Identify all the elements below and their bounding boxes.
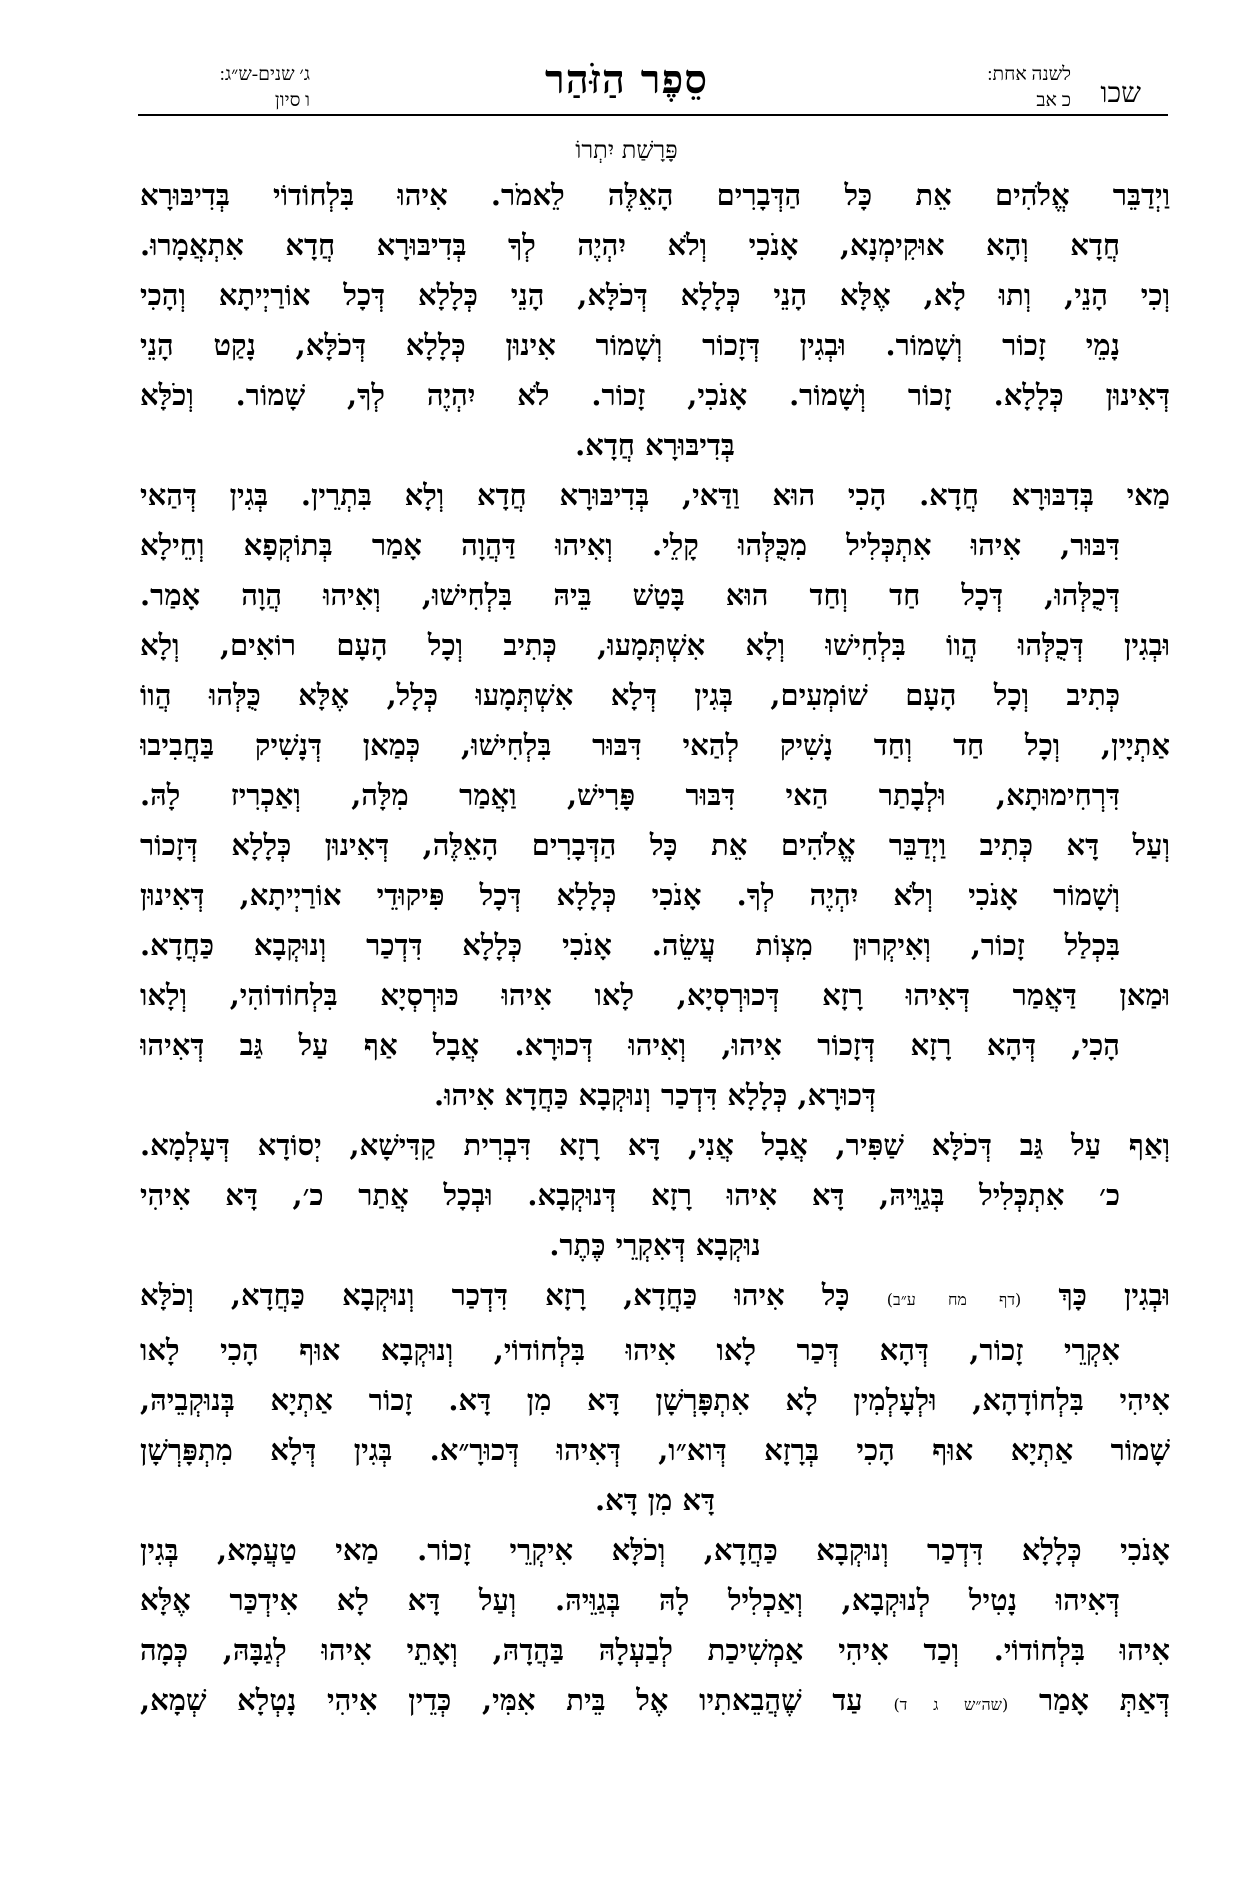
text-line: וַיְדַבֵּר אֱלֹהִים אֵת כָּל הַדְּבָרִים הָאֵלֶּה לֵאמֹר. אִיהוּ בִּלְחוֹדוֹי בְּדִיבּוּרָא bbox=[140, 178, 1170, 212]
schedule-label: ג׳ שנים-ש״ג: bbox=[219, 64, 310, 85]
text-line: דְּכֻלְּהוּ, דְּכָל חַד וְחַד הוּא בָּטַשׁ בֵּיהּ בִּלְחִישׁוּ, וְאִיהוּ הֲוָה אָמַר. bbox=[140, 578, 1120, 612]
parasha-title: פָּרָשַׁת יִתְרוֹ bbox=[575, 136, 678, 164]
paragraph bbox=[140, 470, 1170, 820]
verse-reference: (שה״ש ג ד) bbox=[893, 1695, 1009, 1714]
text-line: חֲדָא וְהָא אוּקִימְנָא, אָנֹכִי וְלֹא יִהְיֶה לְךָ בְּדִיבּוּרָא חֲדָא אִתְאֲמָרוּ. bbox=[140, 228, 1120, 262]
text-line bbox=[140, 1270, 1170, 1325]
main-text bbox=[140, 170, 1170, 1730]
text-line: וְעַל דָּא כְּתִיב וַיְדַבֵּר אֱלֹהִים אֵת כָּל הַדְּבָרִים הָאֵלֶּה, דְּאִינוּן כְּלָלָא דְּזָכוֹר bbox=[140, 828, 1170, 862]
text-line: וְכִי הָנֵי, וְתוּ לָא, אֶלָּא הָנֵי כְּלָלָא דְּכֹלָּא, הָנֵי כְּלָלָא דְּכָל אוֹרַיְיתָא וְהָכִי bbox=[140, 278, 1170, 312]
text-line: אִיהִי בִּלְחוֹדָהָא, וּלְעָלְמִין לָא אִתְפָּרְשָׁן דָּא מִן דָּא. זָכוֹר אַתְיָא בְּנוּקְבֵיהּ, bbox=[140, 1383, 1170, 1417]
line-rest: כָּל אִיהוּ כַּחֲדָא, רָזָא דִּדְכַר וְנוּקְבָא כַּחֲדָא, וְכֹלָּא bbox=[140, 1278, 850, 1312]
line-lead: וּבְגִין כָּךְ bbox=[1058, 1278, 1170, 1312]
paragraph bbox=[140, 820, 1170, 970]
text-line: אִיהוּ בִּלְחוֹדוֹי. וְכַד אִיהִי אַמְשִׁיכַת לְבַעְלָהּ בַּהֲדָהּ, וְאָתֵי אִיהוּ לְגַבָּהּ, כְּמָה bbox=[140, 1633, 1170, 1667]
text-line: דְּאִיהוּ נָטִיל לְנוּקְבָא, וְאַכְלִיל לָהּ בְּגַוֵּיהּ. וְעַל דָּא לָא אִידְכַּר אֶלָּא bbox=[140, 1583, 1120, 1617]
book-title: סֵפֶר הַזֹּהַר bbox=[545, 56, 708, 103]
text-line: וּמַאן דַּאֲמַר דְּאִיהוּ רָזָא דְּכוּרְסְיָא, לָאו אִיהוּ כּוּרְסְיָא בִּלְחוֹדוֹהִי, וְלָאו bbox=[140, 978, 1170, 1012]
text-line: דְּאִינוּן כְּלָלָא. זָכוֹר וְשָׁמוֹר. אָנֹכִי, זָכוֹר. לֹא יִהְיֶה לְךָ, שָׁמוֹר. וְכֹלָּא bbox=[140, 378, 1170, 412]
paragraph bbox=[140, 170, 1170, 470]
text-line: כְּתִיב וְכָל הָעָם שׁוֹמְעִים, בְּגִין דְּלָא אִשְׁתְּמָעוּ כְּלָל, אֶלָּא כֻּלְּהוּ הֲווֹ bbox=[140, 678, 1120, 712]
text-line: אָנֹכִי כְּלָלָא דִּדְכַר וְנוּקְבָא כַּחֲדָא, וְכֹלָּא אִיקְרֵי זָכוֹר. מַאי טַעֲמָא, בְּגִין bbox=[140, 1533, 1170, 1567]
schedule-label: לשנה אחת: bbox=[987, 64, 1071, 85]
paragraph bbox=[140, 970, 1170, 1120]
text-line: דָּא מִן דָּא. bbox=[594, 1483, 715, 1517]
text-line: דְּכוּרָא, כְּלָלָא דִּדְכַר וְנוּקְבָא כַּחֲדָא אִיהוּ. bbox=[434, 1078, 876, 1112]
text-line: וְשָׁמוֹר אָנֹכִי וְלֹא יִהְיֶה לְךָ. אָנֹכִי כְּלָלָא דְּכָל פִּיקוּדֵי אוֹרַיְיתָא, דְּאִינוּן bbox=[140, 878, 1120, 912]
line-lead: דְּאַתְּ אָמַר bbox=[1038, 1683, 1170, 1717]
page-reference: (דף מח ע״ב) bbox=[886, 1290, 1022, 1309]
text-line: דִּרְחִימוּתָא, וּלְבָתַר הַאי דִּבּוּר פָּרִישׁ, וַאֲמַר מִלָּה, וְאַכְרִיז לָהּ. bbox=[140, 778, 1120, 812]
text-line: וְאַף עַל גַּב דְּכֹלָּא שַׁפִּיר, אֲבָל אֲנִי, דָּא רָזָא דִּבְרִית קַדִּישָׁא, יְסוֹדָא דְּעָלְמָא. bbox=[140, 1128, 1170, 1162]
text-line: דִּבּוּר, אִיהוּ אִתְכְּלִיל מִכֻּלְּהוּ קָלֵי. וְאִיהוּ דַּהֲוָה אָמַר בְּתוֹקְפָא וְחֵילָא bbox=[140, 528, 1120, 562]
text-line: בְּדִיבּוּרָא חֲדָא. bbox=[575, 428, 735, 462]
text-line: שָׁמוֹר אַתְיָא אוּף הָכִי בְּרָזָא דְּוא״ו, דְּאִיהוּ דְּכוּרָ״א. בְּגִין דְּלָא מִתְפָּרְשָׁן bbox=[140, 1433, 1170, 1467]
text-line: מַאי בְּדִבּוּרָא חֲדָא. הָכִי הוּא וַדַּאי, בְּדִיבּוּרָא חֲדָא וְלָא בִּתְרֵין. בְּגִין דְּהַאי bbox=[140, 478, 1170, 512]
text-line: וּבְגִין דְּכֻלְּהוּ הֲווֹ בִּלְחִישׁוּ וְלָא אִשְׁתְּמָעוּ, כְּתִיב וְכָל הָעָם רוֹאִים, וְלָא bbox=[140, 628, 1170, 662]
daily-study-schedule-three-year bbox=[140, 62, 310, 114]
text-line bbox=[140, 1675, 1170, 1730]
paragraph bbox=[140, 1525, 1170, 1730]
text-line: נָמֵי זָכוֹר וְשָׁמוֹר. וּבְגִין דְּזָכוֹר וְשָׁמוֹר אִינוּן כְּלָלָא דְּכֹלָּא, נָקַט הָנֵי bbox=[140, 328, 1120, 362]
schedule-date: כ אב bbox=[1036, 90, 1071, 111]
text-line: אַתְיָין, וְכָל חַד וְחַד נָשִׁיק לְהַאי דִּבּוּר בִּלְחִישׁוּ, כְּמַאן דְּנָשִׁיק בַּחֲבִיבוּ bbox=[140, 728, 1170, 762]
line-rest: עַד שֶׁהֲבֵאתִיו אֶל בֵּית אִמִּי, כְּדֵין אִיהִי נָטְלָא שְׁמָא, bbox=[140, 1683, 863, 1717]
page-number: שכו bbox=[1100, 76, 1141, 109]
text-line: בִּכְלַל זָכוֹר, וְאִיקְרוּן מִצְוֹת עֲשֵׂה. אָנֹכִי כְּלָלָא דִּדְכַר וְנוּקְבָא כַּחֲדָא. bbox=[140, 928, 1120, 962]
paragraph bbox=[140, 1120, 1170, 1270]
schedule-date: ו סיון bbox=[274, 90, 310, 111]
text-line: כ׳ אִתְכְּלִיל בְּגַוֵּיהּ, דָּא אִיהוּ רָזָא דְּנוּקְבָא. וּבְכָל אֲתַר כ׳, דָּא אִיהִי bbox=[140, 1178, 1120, 1212]
page-header bbox=[0, 0, 1253, 130]
paragraph bbox=[140, 1270, 1170, 1525]
header-divider bbox=[138, 114, 1168, 116]
text-line: אִקְרֵי זָכוֹר, דְּהָא דְּכַר לָאו אִיהוּ בִּלְחוֹדוֹי, וְנוּקְבָא אוּף הָכִי לָאו bbox=[140, 1333, 1120, 1367]
text-line: נוּקְבָא דְּאִקְרֵי כֶּתֶר. bbox=[549, 1228, 761, 1262]
text-line: הָכִי, דְּהָא רָזָא דְּזָכוֹר אִיהוּ, וְאִיהוּ דְּכוּרָא. אֲבָל אַף עַל גַּב דְּאִיהוּ bbox=[140, 1028, 1120, 1062]
